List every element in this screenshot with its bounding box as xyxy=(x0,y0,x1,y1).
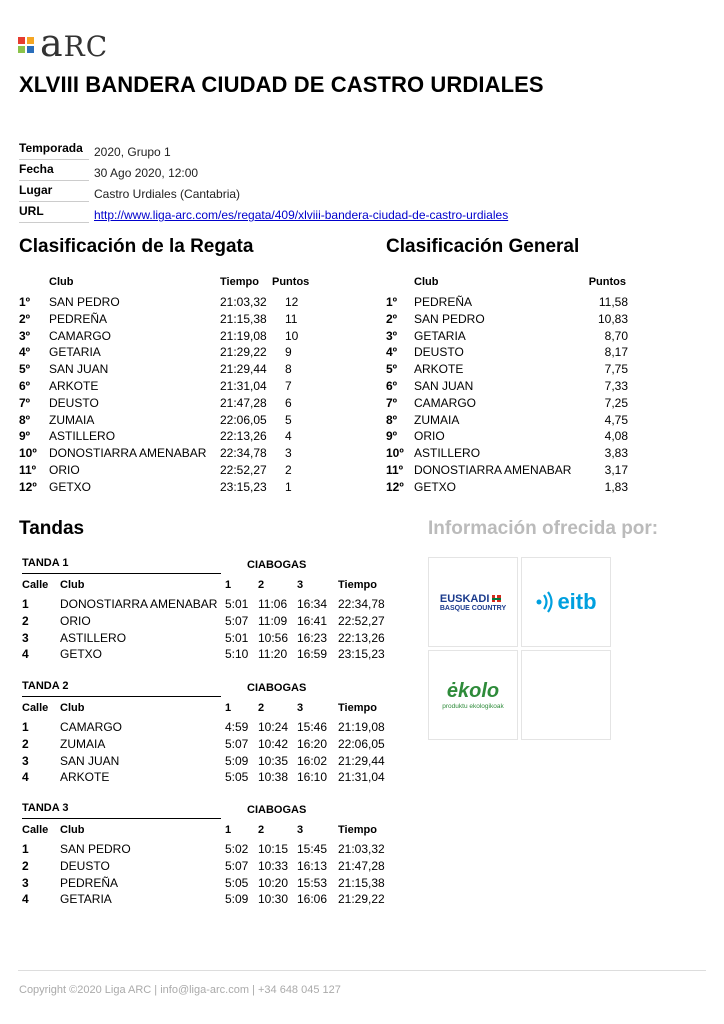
row-puntos: 3,83 xyxy=(604,446,628,461)
row-tiempo: 22:13,26 xyxy=(338,630,385,645)
row-club: ARKOTE xyxy=(414,362,464,377)
row-puntos: 4,75 xyxy=(604,412,628,427)
page-title: XLVIII BANDERA CIUDAD DE CASTRO URDIALES xyxy=(19,72,544,97)
info-label: Lugar xyxy=(19,182,89,202)
row-tiempo: 22:34,78 xyxy=(220,446,267,461)
row-tiempo: 21:15,38 xyxy=(220,311,267,326)
row-ciaboga-2: 10:15 xyxy=(258,842,289,856)
euskadi-text: EUSKADI xyxy=(439,592,490,605)
row-puntos: 12 xyxy=(285,295,299,309)
row-ciaboga-2: 10:20 xyxy=(258,875,289,890)
row-puntos: 11,58 xyxy=(598,295,628,309)
row-ciaboga-1: 5:09 xyxy=(225,892,249,907)
row-tiempo: 21:29,22 xyxy=(220,345,267,360)
row-position: 3º xyxy=(386,328,398,343)
tanda-name: TANDA 2 xyxy=(22,680,69,692)
general-table xyxy=(386,276,636,496)
table-row xyxy=(19,328,349,345)
table-row xyxy=(386,328,636,345)
col-tiempo: Tiempo xyxy=(338,824,377,836)
row-position: 2º xyxy=(386,311,398,326)
table-row xyxy=(22,646,392,663)
table-row xyxy=(19,412,349,429)
table-row xyxy=(22,858,392,875)
eitb-waves-icon xyxy=(535,589,555,615)
row-tiempo: 22:06,05 xyxy=(338,736,385,751)
row-club: DEUSTO xyxy=(49,395,99,410)
row-position: 11º xyxy=(386,462,404,477)
tandas-heading: Tandas xyxy=(19,518,85,539)
col-tiempo: Tiempo xyxy=(220,276,259,288)
col-ciaboga-3: 3 xyxy=(297,579,304,591)
tanda-name: TANDA 1 xyxy=(22,557,69,569)
table-row xyxy=(22,613,392,630)
row-club: ASTILLERO xyxy=(60,630,127,645)
table-row xyxy=(386,378,636,395)
row-club: SAN PEDRO xyxy=(414,311,485,326)
col-calle: Calle xyxy=(22,702,49,714)
row-tiempo: 23:15,23 xyxy=(220,479,267,494)
row-tiempo: 22:52,27 xyxy=(338,613,385,628)
row-ciaboga-1: 4:59 xyxy=(225,720,249,734)
row-position: 7º xyxy=(19,395,31,410)
row-position: 6º xyxy=(386,378,398,393)
row-puntos: 5 xyxy=(285,412,292,427)
row-position: 1º xyxy=(386,295,398,309)
row-ciaboga-2: 10:38 xyxy=(258,770,289,785)
row-puntos: 8,17 xyxy=(604,345,628,360)
row-puntos: 3,17 xyxy=(604,462,628,477)
row-club: SAN JUAN xyxy=(414,378,474,393)
table-row xyxy=(22,596,392,613)
col-puntos: Puntos xyxy=(588,276,626,288)
row-tiempo: 23:15,23 xyxy=(338,647,385,662)
row-tiempo: 21:29,44 xyxy=(220,362,267,377)
row-tiempo: 21:29,22 xyxy=(338,892,385,907)
row-ciaboga-1: 5:05 xyxy=(225,770,249,785)
table-row xyxy=(19,294,349,311)
row-club: DONOSTIARRA AMENABAR xyxy=(49,446,207,461)
tanda-underline xyxy=(22,573,221,574)
row-position: 4º xyxy=(386,345,398,360)
row-tiempo: 21:31,04 xyxy=(220,378,267,393)
table-row xyxy=(19,361,349,378)
row-tiempo: 21:03,32 xyxy=(220,295,267,309)
col-ciaboga-1: 1 xyxy=(225,702,232,714)
row-position: 8º xyxy=(386,412,398,427)
row-club: DONOSTIARRA AMENABAR xyxy=(414,462,572,477)
row-ciaboga-3: 16:20 xyxy=(297,736,328,751)
row-club: ARKOTE xyxy=(49,378,99,393)
row-calle: 3 xyxy=(22,753,29,768)
row-puntos: 7,75 xyxy=(604,362,628,377)
row-puntos: 1 xyxy=(285,479,292,494)
logo-squares-icon xyxy=(18,37,34,53)
row-ciaboga-3: 16:13 xyxy=(297,858,328,873)
table-row xyxy=(19,378,349,395)
row-puntos: 7 xyxy=(285,378,292,393)
row-position: 8º xyxy=(19,412,31,427)
table-row xyxy=(19,462,349,479)
info-label: Temporada xyxy=(19,140,89,160)
row-ciaboga-3: 16:10 xyxy=(297,770,328,785)
row-ciaboga-2: 10:35 xyxy=(258,753,289,768)
table-header xyxy=(386,276,636,294)
row-position: 3º xyxy=(19,328,31,343)
row-calle: 3 xyxy=(22,630,29,645)
col-club: Club xyxy=(60,579,85,591)
row-club: PEDREÑA xyxy=(414,295,473,309)
ciabogas-label: CIABOGAS xyxy=(247,804,307,816)
row-ciaboga-2: 10:56 xyxy=(258,630,289,645)
col-club: Club xyxy=(49,276,74,288)
row-club: GETXO xyxy=(49,479,92,494)
arc-logo xyxy=(18,21,109,65)
info-value: 2020, Grupo 1 xyxy=(94,145,171,159)
row-club: GETARIA xyxy=(414,328,466,343)
row-club: GETARIA xyxy=(60,892,112,907)
row-calle: 1 xyxy=(22,720,29,734)
row-calle: 4 xyxy=(22,647,29,662)
table-row xyxy=(22,630,392,647)
row-position: 7º xyxy=(386,395,398,410)
table-row xyxy=(19,344,349,361)
table-row xyxy=(386,428,636,445)
row-puntos: 8 xyxy=(285,362,292,377)
table-row xyxy=(19,311,349,328)
table-row xyxy=(386,479,636,496)
row-club: ORIO xyxy=(414,429,445,444)
table-row xyxy=(386,445,636,462)
row-calle: 2 xyxy=(22,613,29,628)
table-header xyxy=(22,702,392,719)
table-row xyxy=(22,753,392,770)
row-calle: 1 xyxy=(22,597,29,611)
col-ciaboga-3: 3 xyxy=(297,702,304,714)
row-ciaboga-2: 10:42 xyxy=(258,736,289,751)
ciabogas-label: CIABOGAS xyxy=(247,559,307,571)
sponsors-heading: Información ofrecida por: xyxy=(428,518,659,539)
row-ciaboga-3: 16:41 xyxy=(297,613,328,628)
row-position: 2º xyxy=(19,311,31,326)
row-calle: 2 xyxy=(22,858,29,873)
row-tiempo: 21:19,08 xyxy=(220,328,267,343)
row-ciaboga-2: 10:24 xyxy=(258,720,289,734)
regata-table xyxy=(19,276,349,496)
row-ciaboga-2: 10:30 xyxy=(258,892,289,907)
row-club: SAN JUAN xyxy=(60,753,120,768)
tanda-table xyxy=(22,579,392,663)
row-position: 9º xyxy=(19,429,31,444)
row-puntos: 9 xyxy=(285,345,292,360)
row-calle: 1 xyxy=(22,842,29,856)
row-club: ZUMAIA xyxy=(60,736,106,751)
basque-country-text: BASQUE COUNTRY xyxy=(439,604,507,612)
row-position: 12º xyxy=(19,479,37,494)
row-tiempo: 21:15,38 xyxy=(338,875,385,890)
row-ciaboga-1: 5:07 xyxy=(225,736,249,751)
row-position: 11º xyxy=(19,462,37,477)
row-puntos: 7,25 xyxy=(604,395,628,410)
info-value: 30 Ago 2020, 12:00 xyxy=(94,166,199,180)
col-ciaboga-3: 3 xyxy=(297,824,304,836)
row-club: GETXO xyxy=(414,479,457,494)
row-tiempo: 22:52,27 xyxy=(220,462,267,477)
row-ciaboga-1: 5:07 xyxy=(225,858,249,873)
row-puntos: 7,33 xyxy=(604,378,628,393)
row-ciaboga-1: 5:09 xyxy=(225,753,249,768)
row-club: SAN JUAN xyxy=(49,362,109,377)
row-club: ZUMAIA xyxy=(49,412,95,427)
table-row xyxy=(386,311,636,328)
row-ciaboga-3: 16:59 xyxy=(297,647,328,662)
table-row xyxy=(22,891,392,908)
col-ciaboga-2: 2 xyxy=(258,702,265,714)
row-position: 9º xyxy=(386,429,398,444)
table-row xyxy=(386,344,636,361)
logo-text: aRC xyxy=(40,21,109,65)
row-ciaboga-1: 5:01 xyxy=(225,630,249,645)
row-puntos: 2 xyxy=(285,462,292,477)
row-club: ORIO xyxy=(49,462,80,477)
row-calle: 2 xyxy=(22,736,29,751)
row-position: 5º xyxy=(19,362,31,377)
empty-sponsor-slot xyxy=(521,650,611,740)
table-header xyxy=(19,276,349,294)
row-ciaboga-2: 11:09 xyxy=(258,613,288,628)
info-row-lugar xyxy=(19,182,519,203)
col-club: Club xyxy=(60,824,85,836)
info-table xyxy=(19,140,519,224)
ekolo-logo[interactable] xyxy=(428,650,518,740)
row-club: DEUSTO xyxy=(414,345,464,360)
row-tiempo: 22:34,78 xyxy=(338,597,385,611)
row-calle: 4 xyxy=(22,892,29,907)
row-club: SAN PEDRO xyxy=(49,295,120,309)
row-club: PEDREÑA xyxy=(49,311,108,326)
col-club: Club xyxy=(414,276,439,288)
row-puntos: 8,70 xyxy=(604,328,628,343)
row-position: 6º xyxy=(19,378,31,393)
tanda-underline xyxy=(22,696,221,697)
row-position: 10º xyxy=(19,446,37,461)
regata-heading: Clasificación de la Regata xyxy=(19,236,254,257)
footer-text: Copyright ©2020 Liga ARC | info@liga-arc.com | +34 648 045 127 xyxy=(19,984,341,996)
col-calle: Calle xyxy=(22,824,49,836)
row-position: 10º xyxy=(386,446,404,461)
row-ciaboga-3: 16:34 xyxy=(297,597,328,611)
row-ciaboga-1: 5:10 xyxy=(225,647,249,662)
euskadi-logo[interactable] xyxy=(428,557,518,647)
row-tiempo: 22:13,26 xyxy=(220,429,267,444)
col-puntos: Puntos xyxy=(272,276,310,288)
table-row xyxy=(22,841,392,858)
row-club: ASTILLERO xyxy=(414,446,481,461)
info-label: URL xyxy=(19,203,89,223)
row-club: ZUMAIA xyxy=(414,412,460,427)
row-club: CAMARGO xyxy=(49,328,112,343)
general-heading: Clasificación General xyxy=(386,236,580,257)
row-club: SAN PEDRO xyxy=(60,842,131,856)
table-row xyxy=(386,462,636,479)
table-header xyxy=(22,579,392,596)
table-row xyxy=(22,769,392,786)
row-puntos: 3 xyxy=(285,446,292,461)
row-calle: 3 xyxy=(22,875,29,890)
row-ciaboga-1: 5:07 xyxy=(225,613,249,628)
table-row xyxy=(22,875,392,892)
row-ciaboga-3: 16:02 xyxy=(297,753,328,768)
row-tiempo: 21:29,44 xyxy=(338,753,385,768)
table-row xyxy=(386,395,636,412)
ekolo-text: ėkolo xyxy=(446,680,500,702)
row-club: ARKOTE xyxy=(60,770,110,785)
row-ciaboga-1: 5:02 xyxy=(225,842,249,856)
col-ciaboga-2: 2 xyxy=(258,579,265,591)
col-ciaboga-1: 1 xyxy=(225,824,232,836)
row-calle: 4 xyxy=(22,770,29,785)
row-tiempo: 22:06,05 xyxy=(220,412,267,427)
tanda-underline xyxy=(22,818,221,819)
ciabogas-label: CIABOGAS xyxy=(247,682,307,694)
eitb-text: eitb xyxy=(557,589,597,614)
tanda-table xyxy=(22,824,392,908)
row-tiempo: 21:19,08 xyxy=(338,720,385,734)
row-puntos: 10 xyxy=(285,328,299,343)
col-calle: Calle xyxy=(22,579,49,591)
row-club: DEUSTO xyxy=(60,858,110,873)
row-tiempo: 21:47,28 xyxy=(338,858,385,873)
tanda-table xyxy=(22,702,392,786)
table-header xyxy=(22,824,392,841)
row-ciaboga-1: 5:05 xyxy=(225,875,249,890)
regatta-url-link[interactable]: http://www.liga-arc.com/es/regata/409/xlviii-bandera-ciudad-de-castro-urdiales xyxy=(94,208,509,222)
col-ciaboga-1: 1 xyxy=(225,579,232,591)
row-club: GETXO xyxy=(60,647,103,662)
row-puntos: 4 xyxy=(285,429,292,444)
row-club: PEDREÑA xyxy=(60,875,119,890)
table-row xyxy=(19,445,349,462)
col-tiempo: Tiempo xyxy=(338,702,377,714)
row-club: DONOSTIARRA AMENABAR xyxy=(60,597,218,611)
info-row-temporada xyxy=(19,140,519,161)
row-club: ASTILLERO xyxy=(49,429,116,444)
col-ciaboga-2: 2 xyxy=(258,824,265,836)
row-ciaboga-3: 16:06 xyxy=(297,892,328,907)
eitb-logo[interactable] xyxy=(521,557,611,647)
row-puntos: 4,08 xyxy=(604,429,628,444)
row-ciaboga-3: 15:53 xyxy=(297,875,328,890)
table-row xyxy=(386,361,636,378)
row-ciaboga-3: 15:45 xyxy=(297,842,328,856)
row-tiempo: 21:31,04 xyxy=(338,770,385,785)
info-value: Castro Urdiales (Cantabria) xyxy=(94,187,241,201)
row-position: 5º xyxy=(386,362,398,377)
col-tiempo: Tiempo xyxy=(338,579,377,591)
table-row xyxy=(19,479,349,496)
row-ciaboga-3: 16:23 xyxy=(297,630,328,645)
row-puntos: 10,83 xyxy=(597,311,628,326)
table-row xyxy=(19,395,349,412)
row-club: CAMARGO xyxy=(414,395,477,410)
row-ciaboga-1: 5:01 xyxy=(225,597,249,611)
table-row xyxy=(386,294,636,311)
info-label: Fecha xyxy=(19,161,89,181)
col-club: Club xyxy=(60,702,85,714)
row-club: ORIO xyxy=(60,613,91,628)
footer-divider xyxy=(18,970,706,971)
table-row xyxy=(386,412,636,429)
info-row-url xyxy=(19,203,519,224)
row-puntos: 1,83 xyxy=(604,479,628,494)
row-puntos: 11 xyxy=(285,311,298,326)
row-ciaboga-3: 15:46 xyxy=(297,720,328,734)
table-row xyxy=(22,736,392,753)
row-position: 12º xyxy=(386,479,404,494)
ekolo-tagline: produktu ekologikoak xyxy=(442,703,504,710)
row-position: 4º xyxy=(19,345,31,360)
tanda-name: TANDA 3 xyxy=(22,802,69,814)
row-tiempo: 21:03,32 xyxy=(338,842,385,856)
row-ciaboga-2: 11:20 xyxy=(258,647,288,662)
table-row xyxy=(22,719,392,736)
row-club: CAMARGO xyxy=(60,720,123,734)
row-tiempo: 21:47,28 xyxy=(220,395,267,410)
table-row xyxy=(19,428,349,445)
row-club: GETARIA xyxy=(49,345,101,360)
row-puntos: 6 xyxy=(285,395,292,410)
row-ciaboga-2: 10:33 xyxy=(258,858,289,873)
row-position: 1º xyxy=(19,295,31,309)
row-ciaboga-2: 11:06 xyxy=(258,597,288,611)
info-row-fecha xyxy=(19,161,519,182)
ikurrina-icon xyxy=(492,595,501,602)
